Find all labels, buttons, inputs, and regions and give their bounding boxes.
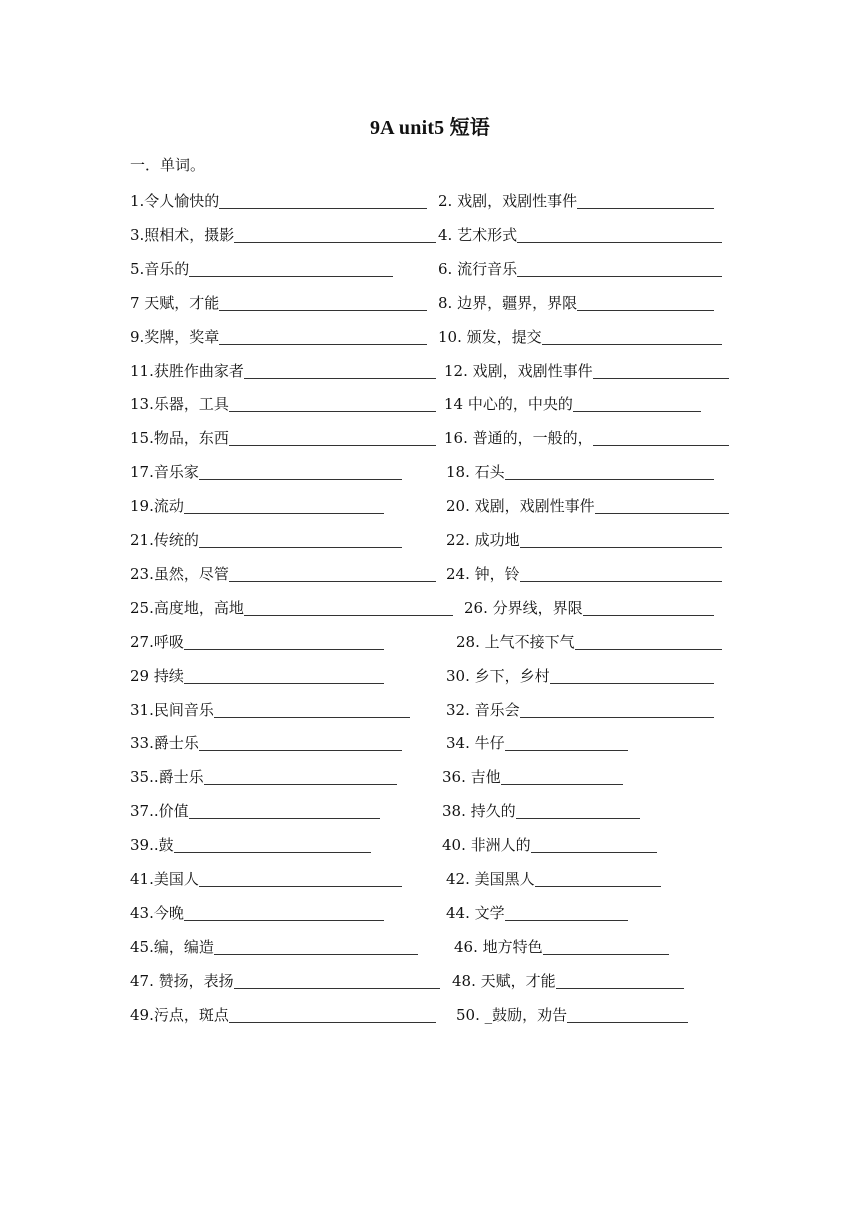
answer-blank[interactable] [595,496,729,514]
vocab-item-right [446,693,714,727]
vocab-row [0,523,860,557]
answer-blank[interactable] [229,428,436,446]
vocab-row [0,557,860,591]
vocab-prompt: 17.音乐家 [130,463,199,482]
vocab-item-right [438,184,714,218]
answer-blank[interactable] [199,462,402,480]
vocab-prompt: 25.高度地，高地 [130,598,244,617]
vocab-prompt: 42. 美国黑人 [446,870,535,888]
vocab-row [0,693,860,727]
answer-blank[interactable] [542,327,722,345]
vocab-item-left [130,557,436,591]
vocab-item-left [130,184,427,218]
vocab-prompt: 31.民间音乐 [130,700,214,719]
vocab-prompt: 44. 文学 [446,903,505,922]
vocab-prompt: 36. 吉他 [442,768,501,787]
vocab-row [0,828,860,862]
vocab-item-right [446,726,628,760]
vocab-item-left [130,455,402,489]
vocab-row [0,896,860,930]
vocab-prompt: 19.流动 [130,497,184,516]
answer-blank[interactable] [244,361,436,379]
answer-blank[interactable] [244,598,453,616]
answer-blank[interactable] [577,293,714,311]
vocab-item-right [444,387,701,421]
vocab-prompt: 35..爵士乐 [130,768,204,787]
answer-blank[interactable] [520,530,722,548]
vocab-prompt: 46. 地方特色 [454,937,543,956]
vocab-row [0,320,860,354]
vocab-item-left [130,693,410,727]
vocab-prompt: 15.物品，东西 [130,429,229,448]
answer-blank[interactable] [214,937,418,955]
vocab-row [0,354,860,388]
answer-blank[interactable] [556,971,684,989]
vocab-item-left [130,760,397,794]
vocab-row [0,760,860,794]
answer-blank[interactable] [516,801,640,819]
answer-blank[interactable] [505,733,628,751]
vocab-item-right [446,862,661,896]
vocab-item-left [130,998,436,1032]
vocab-item-right [446,659,714,693]
answer-blank[interactable] [199,869,402,887]
vocab-prompt: 20. 戏剧，戏剧性事件 [446,497,595,516]
vocab-prompt: 11.获胜作曲家者 [130,361,244,380]
answer-blank[interactable] [550,666,714,684]
vocab-prompt: 41.美国人 [130,870,199,888]
answer-blank[interactable] [219,327,427,345]
vocab-prompt: 33.爵士乐 [130,734,199,753]
vocab-prompt: 49.污点，斑点 [130,1005,229,1024]
answer-blank[interactable] [199,733,402,751]
vocab-item-right [456,625,722,659]
vocab-prompt: 50. _鼓励，劝告 [456,1005,568,1024]
vocab-prompt: 12. 戏剧，戏剧性事件 [444,361,593,380]
vocab-prompt: 1.令人愉快的 [130,192,220,210]
vocab-item-left [130,726,402,760]
vocab-item-right [438,320,722,354]
answer-blank[interactable] [184,632,384,650]
answer-blank[interactable] [543,937,669,955]
vocab-item-left [130,218,436,252]
answer-blank[interactable] [567,1005,688,1023]
vocab-prompt: 40. 非洲人的 [442,836,531,855]
vocab-prompt: 34. 牛仔 [446,734,505,753]
vocab-item-left [130,591,453,625]
vocab-item-left [130,320,427,354]
vocab-row [0,252,860,286]
vocab-item-left [130,523,402,557]
answer-blank[interactable] [505,462,714,480]
answer-blank[interactable] [505,903,628,921]
vocab-row [0,964,860,998]
vocab-item-left [130,828,371,862]
vocab-item-right [442,828,657,862]
vocab-row [0,862,860,896]
vocab-item-left [130,625,384,659]
vocab-prompt: 9.奖牌，奖章 [130,327,220,346]
vocab-prompt: 39..鼓 [130,836,174,855]
vocab-item-right [438,252,722,286]
vocab-item-left [130,794,380,828]
vocab-item-right [444,421,729,455]
answer-blank[interactable] [184,666,384,684]
vocab-prompt: 48. 天赋，才能 [452,971,556,990]
vocab-prompt: 28. 上气不接下气 [456,632,575,651]
vocab-row [0,659,860,693]
vocab-item-left [130,421,436,455]
vocab-row [0,625,860,659]
vocab-row [0,489,860,523]
vocab-prompt: 30. 乡下，乡村 [446,666,550,685]
vocab-prompt: 3.照相术，摄影 [130,225,235,244]
vocab-row [0,184,860,218]
answer-blank[interactable] [174,835,371,853]
vocab-item-left [130,252,393,286]
vocab-item-right [446,896,628,930]
answer-blank[interactable] [593,428,729,446]
answer-blank[interactable] [531,835,657,853]
section-heading: 一．单词。 [130,156,206,174]
answer-blank[interactable] [517,259,722,277]
vocab-item-right [446,455,714,489]
answer-blank[interactable] [573,394,701,412]
vocab-row [0,726,860,760]
answer-blank[interactable] [520,564,722,582]
vocab-row [0,930,860,964]
vocab-prompt: 16. 普通的，一般的， [444,429,593,448]
vocab-prompt: 32. 音乐会 [446,700,520,719]
answer-blank[interactable] [214,700,410,718]
vocab-prompt: 2. 戏剧，戏剧性事件 [438,192,578,210]
answer-blank[interactable] [229,394,436,412]
vocab-row [0,591,860,625]
vocab-prompt: 29 持续 [130,666,184,685]
answer-blank[interactable] [204,767,397,785]
answer-blank[interactable] [189,801,380,819]
vocab-item-right [446,557,722,591]
answer-blank[interactable] [575,632,722,650]
vocab-item-left [130,896,384,930]
vocab-item-right [444,354,729,388]
vocab-prompt: 27.呼吸 [130,632,184,651]
vocab-prompt: 37..价值 [130,802,189,821]
answer-blank[interactable] [501,767,623,785]
vocab-item-right [438,218,722,252]
answer-blank[interactable] [229,564,436,582]
vocab-item-left [130,387,436,421]
vocab-row [0,218,860,252]
answer-blank[interactable] [189,259,393,277]
vocab-item-left [130,659,384,693]
vocab-item-right [442,794,640,828]
vocab-row [0,387,860,421]
vocab-item-right [454,930,669,964]
vocab-item-left [130,930,418,964]
answer-blank[interactable] [234,971,440,989]
vocab-prompt: 45.编，编造 [130,937,214,956]
vocab-prompt: 38. 持久的 [442,802,516,821]
answer-blank[interactable] [583,598,714,616]
vocab-prompt: 18. 石头 [446,463,505,482]
vocab-row [0,794,860,828]
answer-blank[interactable] [219,191,427,209]
vocab-item-left [130,862,402,896]
vocab-prompt: 26. 分界线，界限 [464,598,583,617]
vocab-prompt: 43.今晚 [130,903,184,922]
vocab-item-left [130,354,436,388]
vocab-item-right [446,523,722,557]
vocab-item-left [130,286,427,320]
vocab-item-right [452,964,684,998]
vocab-prompt: 47. 赞扬，表扬 [130,971,234,990]
vocab-row [0,421,860,455]
vocab-prompt: 5.音乐的 [130,259,190,278]
vocab-item-right [456,998,688,1032]
answer-blank[interactable] [593,361,729,379]
answer-blank[interactable] [520,700,714,718]
vocab-item-left [130,964,440,998]
vocab-item-right [464,591,714,625]
answer-blank[interactable] [234,225,436,243]
answer-blank[interactable] [184,496,384,514]
answer-blank[interactable] [535,869,661,887]
vocab-prompt: 7 天赋，才能 [130,293,220,312]
answer-blank[interactable] [184,903,384,921]
vocab-row [0,455,860,489]
answer-blank[interactable] [517,225,722,243]
vocab-prompt: 24. 钟，铃 [446,564,520,583]
answer-blank[interactable] [229,1005,436,1023]
vocab-prompt: 22. 成功地 [446,531,520,549]
vocab-item-right [446,489,729,523]
vocab-prompt: 13.乐器，工具 [130,395,229,414]
vocab-prompt: 23.虽然，尽管 [130,564,229,583]
vocab-item-right [442,760,623,794]
vocab-prompt: 4. 艺术形式 [438,225,518,244]
vocab-prompt: 6. 流行音乐 [438,259,518,278]
vocab-item-right [438,286,714,320]
answer-blank[interactable] [577,191,714,209]
vocab-prompt: 8. 边界，疆界，界限 [438,293,578,312]
vocab-prompt: 10. 颁发，提交 [438,327,542,346]
answer-blank[interactable] [199,530,402,548]
vocab-prompt: 21.传统的 [130,531,199,549]
vocab-row [0,998,860,1032]
vocab-row [0,286,860,320]
answer-blank[interactable] [219,293,427,311]
vocab-item-left [130,489,384,523]
page-title: 9A unit5 短语 [369,117,490,139]
vocab-prompt: 14 中心的，中央的 [444,395,573,414]
